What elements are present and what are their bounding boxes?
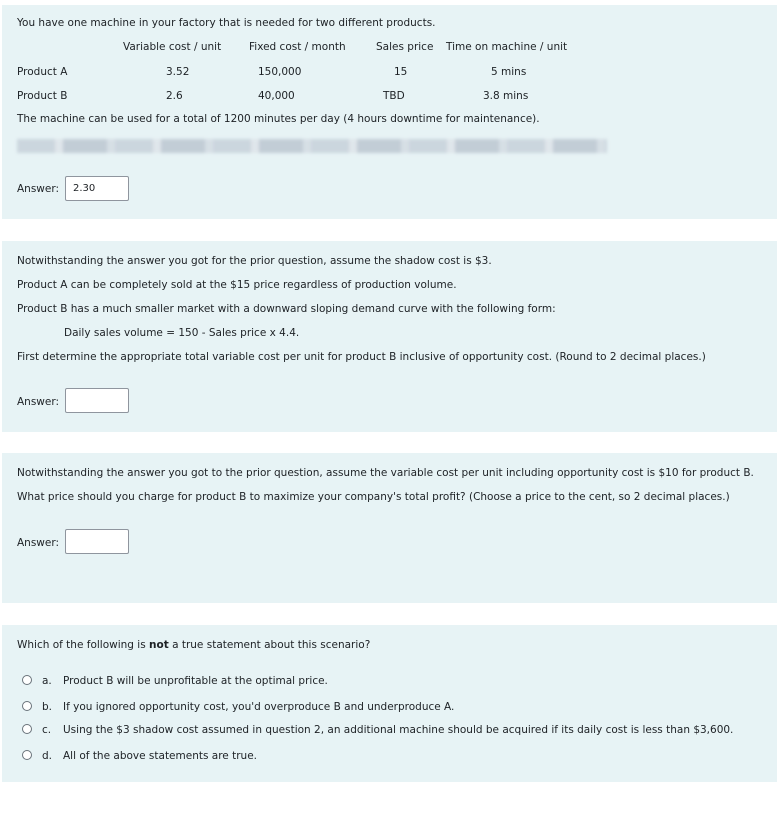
q2-line-3: Product B has a much smaller market with a downward sloping demand curve with the following form: [17, 303, 556, 315]
row-a-time: 5 mins [491, 66, 527, 78]
q4-prompt-after: a true statement about this scenario? [168, 639, 371, 651]
q3-line-2: What price should you charge for product B to maximize your company's total profit? (Choose a price to the cent, so 2 decimal places.) [17, 491, 730, 503]
question-3-panel [2, 453, 777, 603]
q2-line-2: Product A can be completely sold at the $15 price regardless of production volume. [17, 279, 457, 291]
redacted-question-text [17, 139, 607, 153]
q2-answer-input[interactable] [65, 388, 129, 413]
option-b-radio[interactable] [22, 701, 32, 711]
option-a-radio[interactable] [22, 675, 32, 685]
q4-prompt [17, 639, 370, 651]
q1-answer-input[interactable]: 2.30 [65, 176, 129, 201]
q2-answer-label: Answer: [17, 396, 60, 408]
q3-line-1: Notwithstanding the answer you got to the prior question, assume the variable cost per unit including opportunity cost is $10 for product B. [17, 467, 754, 479]
option-c-text[interactable]: Using the $3 shadow cost assumed in question 2, an additional machine should be acquired if its daily cost is less than $3,600. [63, 724, 734, 736]
row-a-fixed: 150,000 [258, 66, 302, 78]
option-a-letter: a. [42, 675, 52, 687]
q1-note: The machine can be used for a total of 1200 minutes per day (4 hours downtime for maintenance). [17, 113, 540, 125]
q4-prompt-emphasis: not [149, 639, 169, 651]
option-d-text[interactable]: All of the above statements are true. [63, 750, 257, 762]
row-b-fixed: 40,000 [258, 90, 295, 102]
header-fixed-cost: Fixed cost / month [249, 41, 346, 53]
row-a-price: 15 [394, 66, 408, 78]
q3-answer-input[interactable] [65, 529, 129, 554]
row-b-label: Product B [17, 90, 68, 102]
q1-intro: You have one machine in your factory that is needed for two different products. [17, 17, 436, 29]
header-sales-price: Sales price [376, 41, 434, 53]
q3-answer-label: Answer: [17, 537, 60, 549]
option-b-text[interactable]: If you ignored opportunity cost, you'd overproduce B and underproduce A. [63, 701, 455, 713]
row-b-price: TBD [383, 90, 405, 102]
option-d-letter: d. [42, 750, 53, 762]
q2-formula: Daily sales volume = 150 - Sales price x 4.4. [64, 327, 300, 339]
row-b-time: 3.8 mins [483, 90, 529, 102]
q1-answer-label: Answer: [17, 183, 60, 195]
option-c-radio[interactable] [22, 724, 32, 734]
header-variable-cost: Variable cost / unit [123, 41, 222, 53]
option-d-radio[interactable] [22, 750, 32, 760]
row-a-label: Product A [17, 66, 68, 78]
q2-line-4: First determine the appropriate total variable cost per unit for product B inclusive of opportunity cost. (Round to 2 decimal places.) [17, 351, 706, 363]
q2-line-1: Notwithstanding the answer you got for the prior question, assume the shadow cost is $3. [17, 255, 492, 267]
q4-prompt-before: Which of the following is [17, 639, 150, 651]
row-a-variable: 3.52 [166, 66, 190, 78]
row-b-variable: 2.6 [166, 90, 183, 102]
option-b-letter: b. [42, 701, 53, 713]
option-a-text[interactable]: Product B will be unprofitable at the optimal price. [63, 675, 328, 687]
header-time-on-machine: Time on machine / unit [446, 41, 568, 53]
option-c-letter: c. [42, 724, 52, 736]
